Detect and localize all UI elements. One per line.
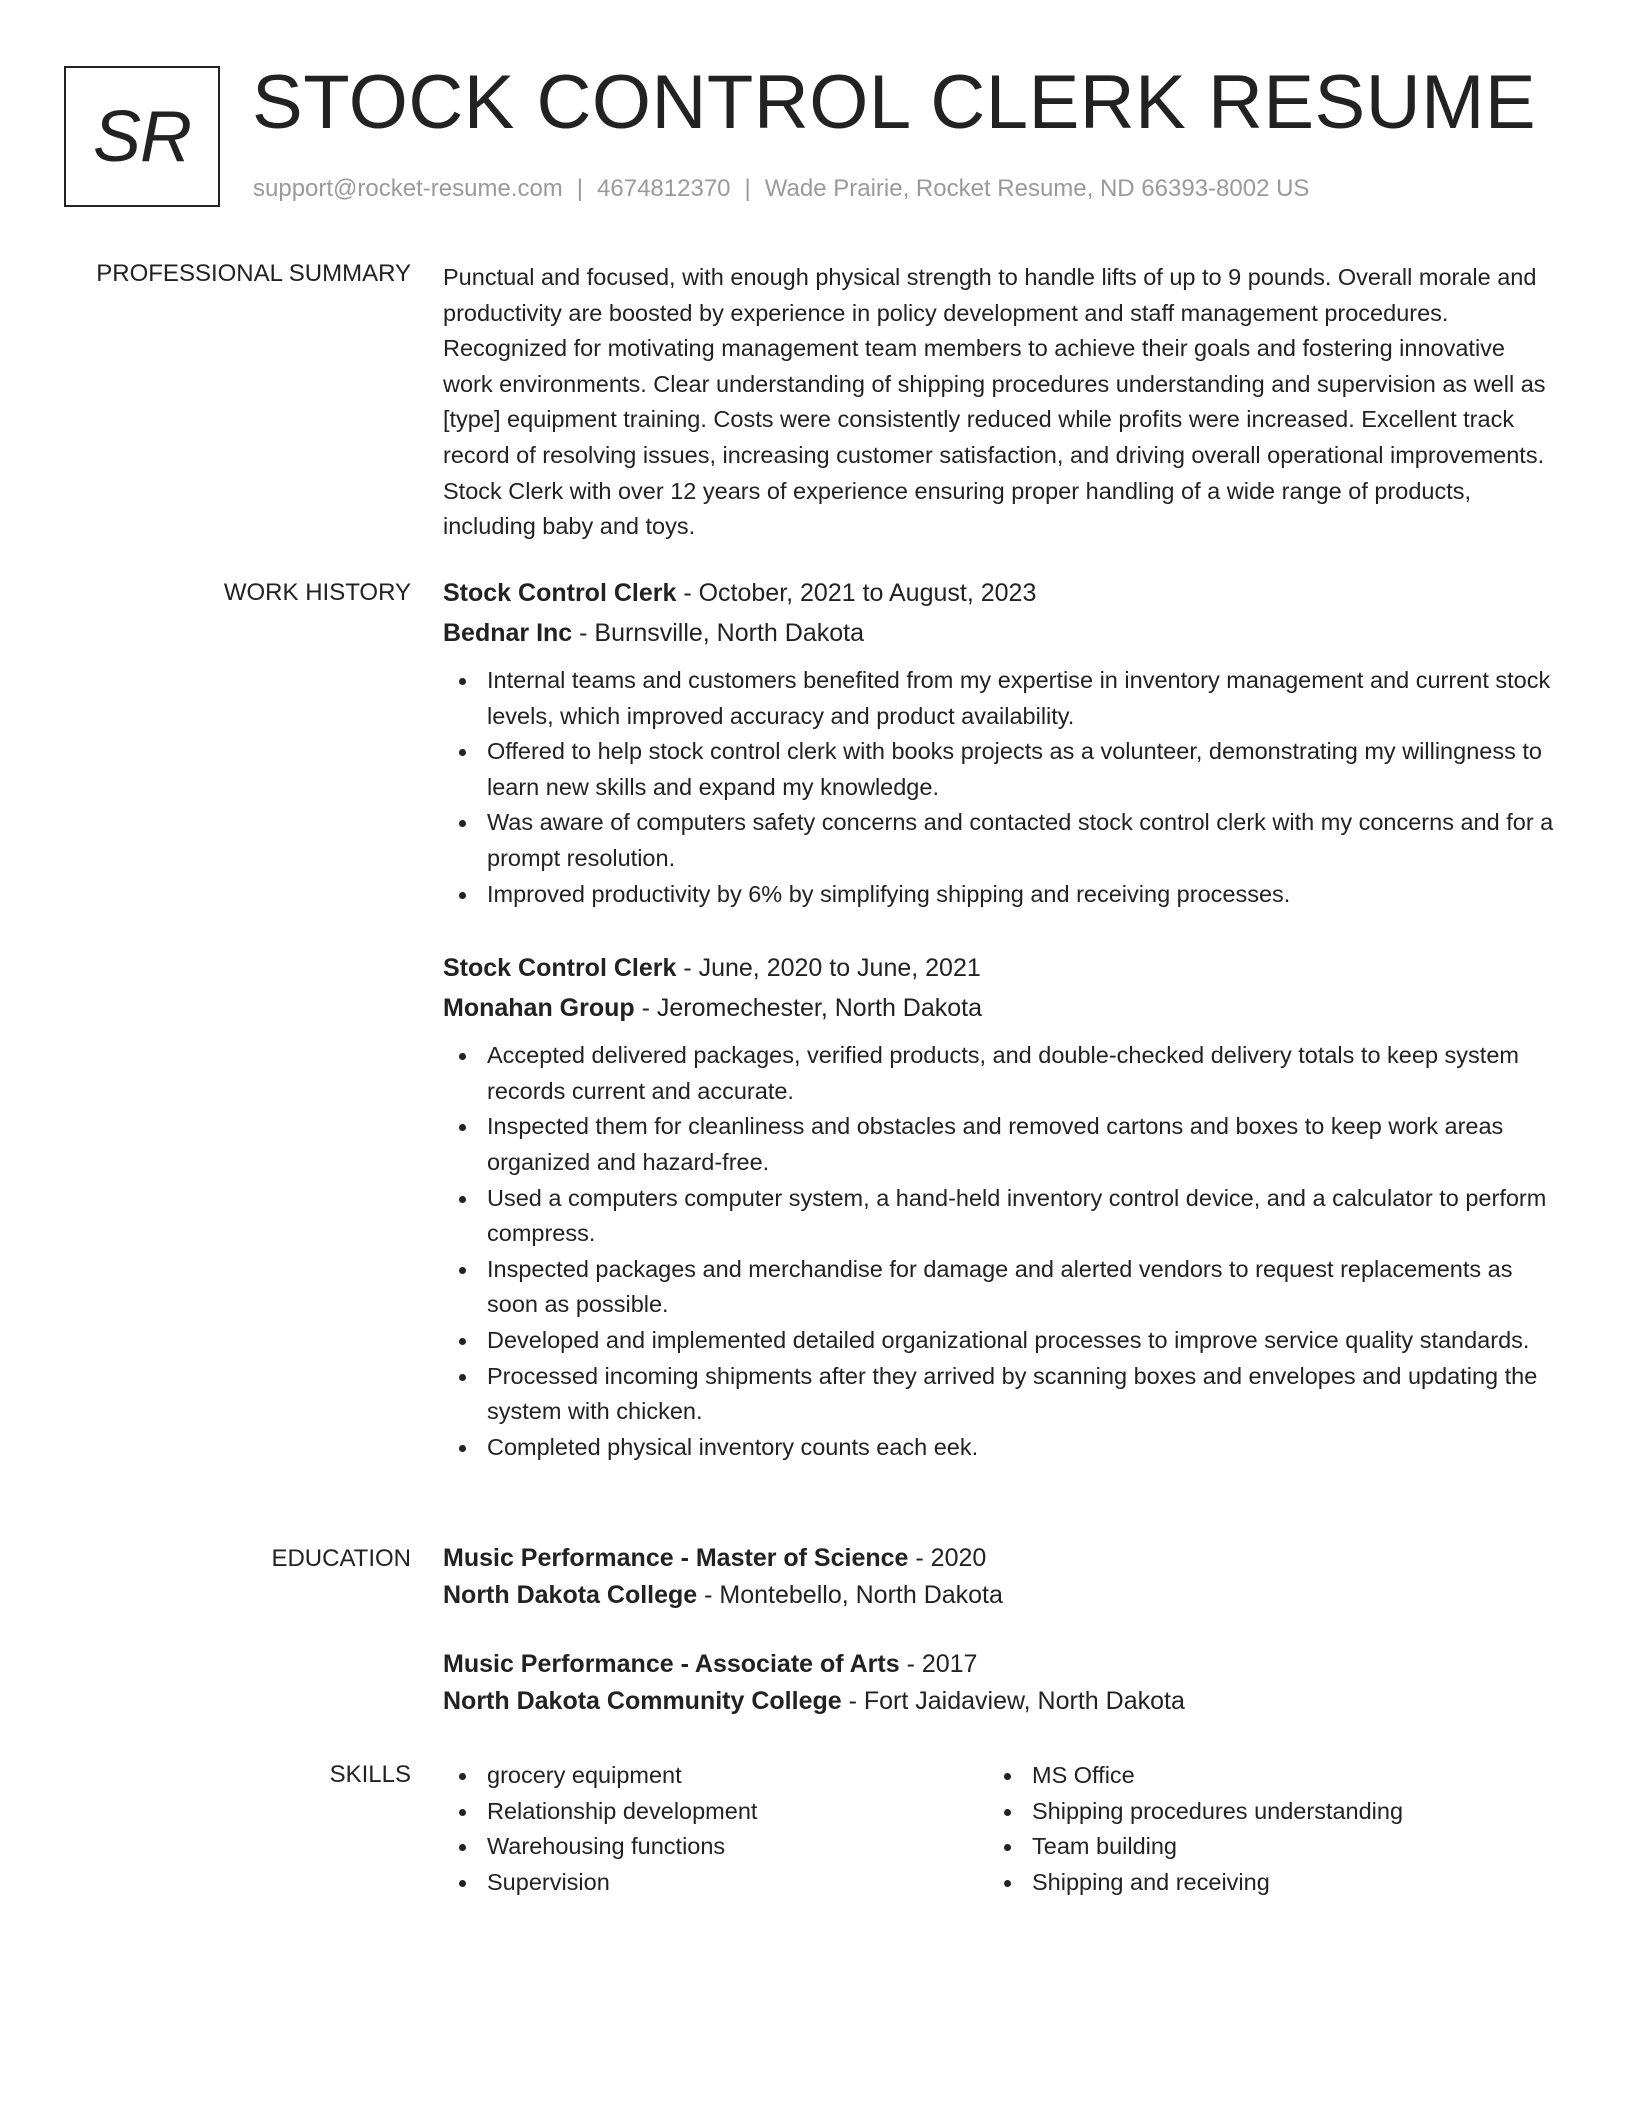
education-degree-line bbox=[443, 1540, 1555, 1577]
job-title-line bbox=[443, 948, 1555, 988]
list-item: Relationship development bbox=[487, 1794, 988, 1830]
job-bullets bbox=[443, 663, 1555, 912]
section-title-skills: SKILLS bbox=[329, 1761, 411, 1788]
list-item: Processed incoming shipments after they arrived by scanning boxes and envelopes and updating the system with chicken. bbox=[487, 1359, 1555, 1430]
section-title-work: WORK HISTORY bbox=[223, 579, 411, 606]
job-entry bbox=[443, 948, 1555, 1465]
job-dates: - October, 2021 to August, 2023 bbox=[676, 579, 1037, 607]
contact-phone: 4674812370 bbox=[597, 175, 731, 202]
skills-list bbox=[988, 1758, 1533, 1900]
contact-email: support@rocket-resume.com bbox=[253, 175, 563, 202]
job-location: - Jeromechester, North Dakota bbox=[634, 994, 983, 1023]
list-item: Shipping procedures understanding bbox=[1032, 1794, 1533, 1830]
contact-separator: | bbox=[576, 175, 584, 202]
contact-address: Wade Prairie, Rocket Resume, ND 66393-8002 US bbox=[764, 175, 1310, 202]
list-item: Inspected them for cleanliness and obstacles and removed cartons and boxes to keep work areas organized and hazard-free. bbox=[487, 1109, 1555, 1180]
list-item: Supervision bbox=[487, 1865, 988, 1901]
skills-columns bbox=[443, 1758, 1555, 1900]
job-company: Bednar Inc bbox=[443, 619, 573, 647]
summary-text: Punctual and focused, with enough physical strength to handle lifts of up to 9 pounds. Overall morale and productivity are boosted by experience in policy development and staff management procedures. Recognized for motivating management team members to achieve their goals and fostering innovative work environments. Clear understanding of shipping procedures understanding and supervision as well as [type] equipment training. Costs were consistently reduced while profits were increased. Excellent track record of resolving issues, increasing customer satisfaction, and driving overall operational improvements. Stock Clerk with over 12 years of experience ensuring proper handling of a wide range of products, including baby and toys. bbox=[443, 264, 1546, 540]
job-title-line bbox=[443, 573, 1555, 613]
education-location: - Montebello, North Dakota bbox=[697, 1581, 1003, 1609]
job-location: - Burnsville, North Dakota bbox=[572, 619, 864, 647]
job-company: Monahan Group bbox=[443, 994, 635, 1023]
job-company-line bbox=[443, 988, 1555, 1028]
education-degree: Music Performance - Associate of Arts bbox=[443, 1650, 900, 1678]
job-company-line bbox=[443, 613, 1555, 653]
job-entry bbox=[443, 573, 1555, 912]
monogram: SR bbox=[64, 66, 220, 207]
list-item: Inspected packages and merchandise for damage and alerted vendors to request replacements as soon as possible. bbox=[487, 1252, 1555, 1323]
contact-line bbox=[253, 172, 1309, 206]
job-role: Stock Control Clerk bbox=[443, 954, 677, 983]
list-item: grocery equipment bbox=[487, 1758, 988, 1794]
section-title-education: EDUCATION bbox=[271, 1545, 411, 1572]
list-item: MS Office bbox=[1032, 1758, 1533, 1794]
skills-list bbox=[443, 1758, 988, 1900]
job-role: Stock Control Clerk bbox=[443, 579, 677, 607]
list-item: Improved productivity by 6% by simplifying shipping and receiving processes. bbox=[487, 877, 1555, 913]
list-item: Shipping and receiving bbox=[1032, 1865, 1533, 1901]
resume-title: STOCK CONTROL CLERK RESUME bbox=[252, 60, 1537, 145]
list-item: Warehousing functions bbox=[487, 1829, 988, 1865]
education-school-line bbox=[443, 1683, 1555, 1720]
contact-separator: | bbox=[744, 175, 751, 202]
list-item: Developed and implemented detailed organizational processes to improve service quality standards. bbox=[487, 1323, 1555, 1359]
education-degree-line bbox=[443, 1646, 1555, 1683]
skills-column-left bbox=[443, 1758, 988, 1900]
list-item: Internal teams and customers benefited from my expertise in inventory management and current stock levels, which improved accuracy and product availability. bbox=[487, 663, 1555, 734]
education-entry bbox=[443, 1540, 1555, 1614]
education-year: - 2020 bbox=[908, 1544, 987, 1572]
education-degree: Music Performance - Master of Science bbox=[443, 1544, 909, 1572]
list-item: Completed physical inventory counts each eek. bbox=[487, 1430, 1555, 1466]
education-school: North Dakota Community College bbox=[443, 1687, 842, 1715]
skills-column-right bbox=[988, 1758, 1533, 1900]
list-item: Was aware of computers safety concerns and contacted stock control clerk with my concerns and for a prompt resolution. bbox=[487, 805, 1555, 876]
education-school: North Dakota College bbox=[443, 1581, 698, 1609]
education-location: - Fort Jaidaview, North Dakota bbox=[841, 1687, 1185, 1715]
education-entry bbox=[443, 1646, 1555, 1720]
list-item: Offered to help stock control clerk with books projects as a volunteer, demonstrating my willingness to learn new skills and expand my knowledge. bbox=[487, 734, 1555, 805]
section-title-summary: PROFESSIONAL SUMMARY bbox=[96, 260, 411, 287]
list-item: Team building bbox=[1032, 1829, 1533, 1865]
list-item: Used a computers computer system, a hand-held inventory control device, and a calculator to perform compress. bbox=[487, 1181, 1555, 1252]
job-bullets bbox=[443, 1038, 1555, 1465]
list-item: Accepted delivered packages, verified products, and double-checked delivery totals to keep system records current and accurate. bbox=[487, 1038, 1555, 1109]
education-school-line bbox=[443, 1577, 1555, 1614]
education-year: - 2017 bbox=[899, 1650, 978, 1678]
job-dates: - June, 2020 to June, 2021 bbox=[676, 954, 981, 983]
